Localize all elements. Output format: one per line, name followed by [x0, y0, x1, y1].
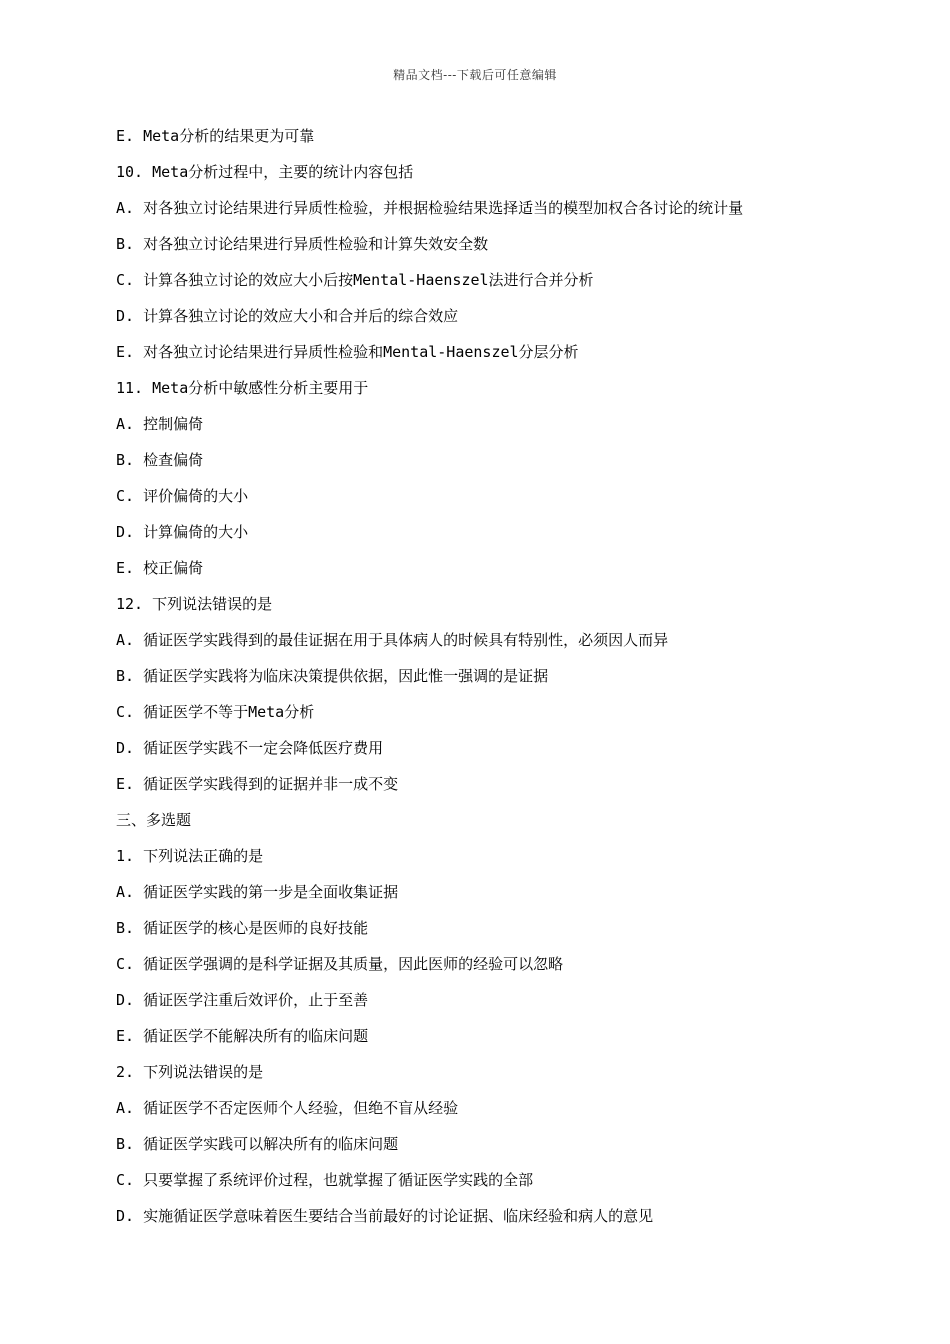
option-line: C. 计算各独立讨论的效应大小后按Mental-Haenszel法进行合并分析 [116, 271, 594, 289]
document-body [116, 124, 876, 1240]
option-line: E. Meta分析的结果更为可靠 [116, 127, 315, 145]
option-line: D. 循证医学实践不一定会降低医疗费用 [116, 739, 384, 757]
option-line: B. 循证医学实践可以解决所有的临床问题 [116, 1135, 399, 1153]
option-line: C. 评价偏倚的大小 [116, 487, 249, 505]
question-line: 1. 下列说法正确的是 [116, 847, 264, 865]
option-line: E. 对各独立讨论结果进行异质性检验和Mental-Haenszel分层分析 [116, 343, 579, 361]
option-line: D. 循证医学注重后效评价，止于至善 [116, 991, 369, 1009]
option-line: E. 校正偏倚 [116, 559, 204, 577]
question-line: 12. 下列说法错误的是 [116, 595, 273, 613]
option-line: E. 循证医学不能解决所有的临床问题 [116, 1027, 369, 1045]
option-line: A. 循证医学实践的第一步是全面收集证据 [116, 883, 399, 901]
option-line: A. 对各独立讨论结果进行异质性检验，并根据检验结果选择适当的模型加权合各讨论的统计量 [116, 199, 744, 217]
option-line: B. 对各独立讨论结果进行异质性检验和计算失效安全数 [116, 235, 489, 253]
option-line: B. 循证医学实践将为临床决策提供依据，因此惟一强调的是证据 [116, 667, 549, 685]
option-line: A. 控制偏倚 [116, 415, 204, 433]
option-line: A. 循证医学实践得到的最佳证据在用于具体病人的时候具有特别性，必须因人而异 [116, 631, 669, 649]
option-line: C. 只要掌握了系统评价过程，也就掌握了循证医学实践的全部 [116, 1171, 534, 1189]
option-line: C. 循证医学不等于Meta分析 [116, 703, 315, 721]
page-header: 精品文档---下载后可任意编辑 [393, 68, 557, 82]
option-line: D. 计算偏倚的大小 [116, 523, 249, 541]
option-line: E. 循证医学实践得到的证据并非一成不变 [116, 775, 399, 793]
section-heading: 三、多选题 [116, 811, 192, 829]
question-line: 10. Meta分析过程中，主要的统计内容包括 [116, 163, 414, 181]
option-line: B. 检查偏倚 [116, 451, 204, 469]
question-line: 11. Meta分析中敏感性分析主要用于 [116, 379, 369, 397]
question-line: 2. 下列说法错误的是 [116, 1063, 264, 1081]
option-line: D. 实施循证医学意味着医生要结合当前最好的讨论证据、临床经验和病人的意见 [116, 1207, 654, 1225]
option-line: B. 循证医学的核心是医师的良好技能 [116, 919, 369, 937]
option-line: C. 循证医学强调的是科学证据及其质量，因此医师的经验可以忽略 [116, 955, 564, 973]
option-line: D. 计算各独立讨论的效应大小和合并后的综合效应 [116, 307, 459, 325]
option-line: A. 循证医学不否定医师个人经验，但绝不盲从经验 [116, 1099, 459, 1117]
